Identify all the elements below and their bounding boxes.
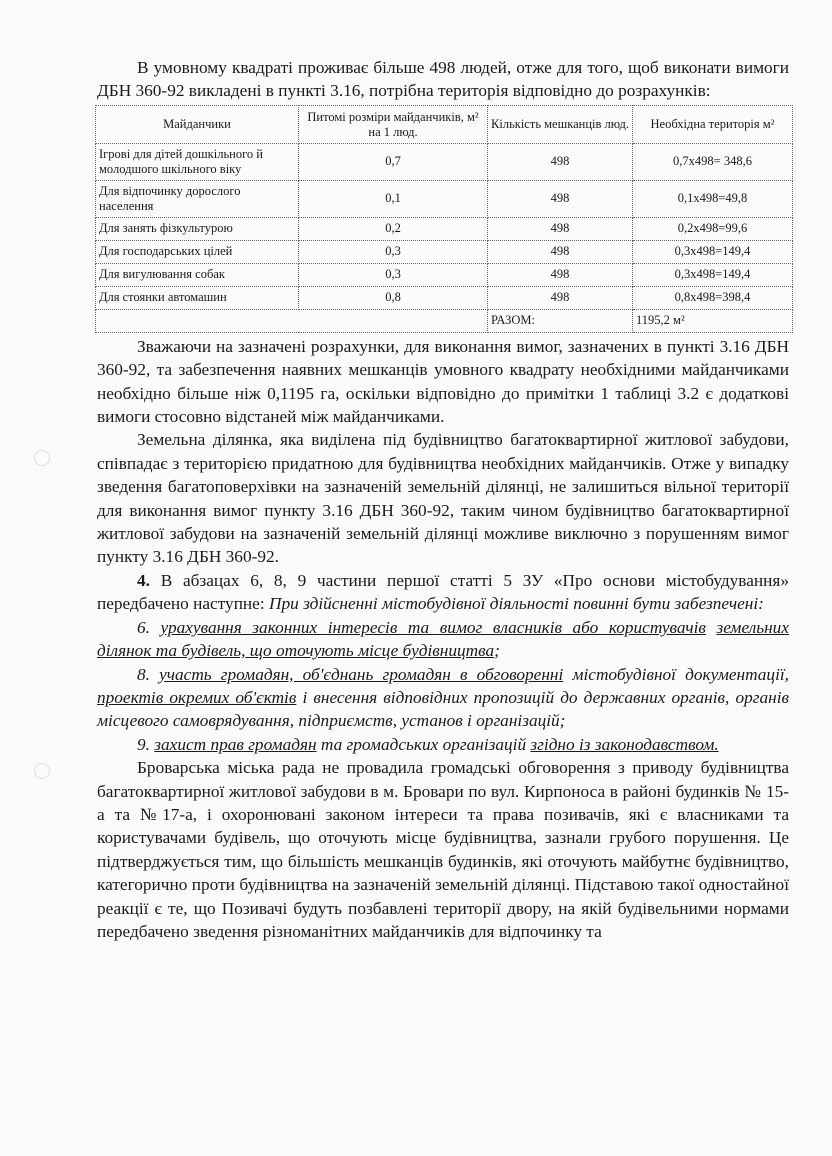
item-text: і внесення відповідних пропозицій до державних органів, органів місцевого самоврядування, підприємств, установ і організацій; <box>97 687 789 731</box>
item-text: містобудівної документації, <box>563 664 789 684</box>
table-cell: 0,2 <box>299 217 488 240</box>
underlined-text: земельних ділянок та будівель, що оточують місце будівництва <box>97 617 789 661</box>
table-row <box>96 263 793 286</box>
underlined-text: згідно із законодавством. <box>530 734 719 754</box>
item-text: та громадських організацій <box>316 734 531 754</box>
paragraph-calculations: Зважаючи на зазначені розрахунки, для виконання вимог, зазначених в пункті 3.16 ДБН 360-92, та забезпечення наявних мешканців умовного квадрату необхідними майданчиками необхідно більше ніж 0,1195 га, оскільки відповідно до примітки 1 таблиці 3.2 є додаткові вимоги стосовно відстаней між майданчиками. <box>97 336 789 427</box>
document-page <box>97 56 789 943</box>
table-total-row <box>96 309 793 332</box>
item-number: 9. <box>137 734 155 754</box>
item-number: 8. <box>137 664 160 684</box>
paragraph-land-plot: Земельна ділянка, яка виділена під будівництво багатоквартирної житлової забудови, співпадає з територією придатною для будівництва необхідних майданчиків. Отже у випадку зведення багатоповерхівки на зазначеній земельній ділянці, не залишиться вільної території для виконання вимог пункту 3.16 ДБН 360-92, таким чином будівництво багатоквартирної житлової забудови на зазначеній земельній ділянці можливе виключно з порушенням вимог пункту 3.16 ДБН 360-92. <box>97 430 789 567</box>
table-cell: 498 <box>488 240 633 263</box>
italic-quote: При здійсненні містобудівної діяльності повинні бути забезпечені: <box>268 594 764 614</box>
table-header-cell: Кількість мешканців люд. <box>488 105 633 143</box>
item-text: ; <box>494 641 500 661</box>
table-row <box>96 240 793 263</box>
table-total-value: 1195,2 м² <box>633 309 793 332</box>
table-cell: 0,1х498=49,8 <box>633 180 793 217</box>
underlined-text: проектів окремих об'єктів <box>97 687 297 707</box>
underlined-text: урахування законних інтересів та вимог власників або користувачів <box>160 617 706 637</box>
table-cell: 0,8х498=398,4 <box>633 286 793 309</box>
section-number: 4. <box>137 570 150 590</box>
quote-item-8 <box>97 663 789 733</box>
item-number: 6. <box>137 617 161 637</box>
underlined-text: участь громадян, об'єднань громадян в обговоренні <box>159 664 564 684</box>
table-cell: 0,1 <box>299 180 488 217</box>
table-row <box>96 143 793 180</box>
table-cell: 498 <box>488 180 633 217</box>
table-cell: Для стоянки автомашин <box>96 286 299 309</box>
punch-hole-top <box>34 450 50 466</box>
underlined-text: захист прав громадян <box>154 734 317 754</box>
paragraph-brovary-council: Броварська міська рада не провадила громадські обговорення з приводу будівництва багатоквартирної житлової забудови в м. Бровари по вул. Кирпоноса в районі будинків № 15-а та №17-а, і охоронювані законом інтереси та права позивачів, які є власниками та користувачами будівель, що оточують місце будівництва, зазнали грубого порушення. Це підтверджується тим, що більшість мешканців будинків, які оточують майбутнє будівництво, категорично проти будівництва на зазначеній земельній ділянці. Підставою такої одностайної реакції є те, що Позивачі будуть позбавлені території двору, на якій будівельними нормами передбачено зведення різноманітних майданчиків для відпочинку та <box>97 758 789 941</box>
table-cell-empty <box>96 309 488 332</box>
table-header-row <box>96 105 793 143</box>
table-header-cell: Необхідна територія м² <box>633 105 793 143</box>
quote-item-9 <box>97 733 789 756</box>
table-cell: 498 <box>488 286 633 309</box>
paragraph-text: В абзацах 6, 8, 9 частини першої статті 5 ЗУ «Про основи містобудування» передбачено наступне: <box>97 570 789 614</box>
table-row <box>96 180 793 217</box>
table-cell: 0,3х498=149,4 <box>633 240 793 263</box>
requirements-table <box>95 105 793 333</box>
table-cell: 0,2х498=99,6 <box>633 217 793 240</box>
table-cell: Для відпочинку дорослого населення <box>96 180 299 217</box>
table-header-cell: Питомі розміри майданчиків, м² на 1 люд. <box>299 105 488 143</box>
table-cell: 498 <box>488 143 633 180</box>
table-cell: Ігрові для дітей дошкільного й молодшого шкільного віку <box>96 143 299 180</box>
paragraph-article-5 <box>97 569 789 616</box>
table-row <box>96 286 793 309</box>
table-cell: 0,8 <box>299 286 488 309</box>
table-cell: 0,3х498=149,4 <box>633 263 793 286</box>
item-text <box>706 618 717 637</box>
table-cell: 498 <box>488 263 633 286</box>
table-cell: 0,7х498= 348,6 <box>633 143 793 180</box>
intro-paragraph: В умовному квадраті проживає більше 498 людей, отже для того, щоб виконати вимоги ДБН 360-92 викладені в пункті 3.16, потрібна територія відповідно до розрахунків: <box>97 58 789 101</box>
punch-hole-bottom <box>34 763 50 779</box>
table-cell: Для господарських цілей <box>96 240 299 263</box>
table-cell: Для занять фізкультурою <box>96 217 299 240</box>
table-header-cell: Майданчики <box>96 105 299 143</box>
table-cell: 0,7 <box>299 143 488 180</box>
quote-item-6 <box>97 616 789 663</box>
table-cell: Для вигулювання собак <box>96 263 299 286</box>
table-cell: 0,3 <box>299 263 488 286</box>
table-total-label: РАЗОМ: <box>488 309 633 332</box>
table-row <box>96 217 793 240</box>
table-cell: 498 <box>488 217 633 240</box>
table-cell: 0,3 <box>299 240 488 263</box>
